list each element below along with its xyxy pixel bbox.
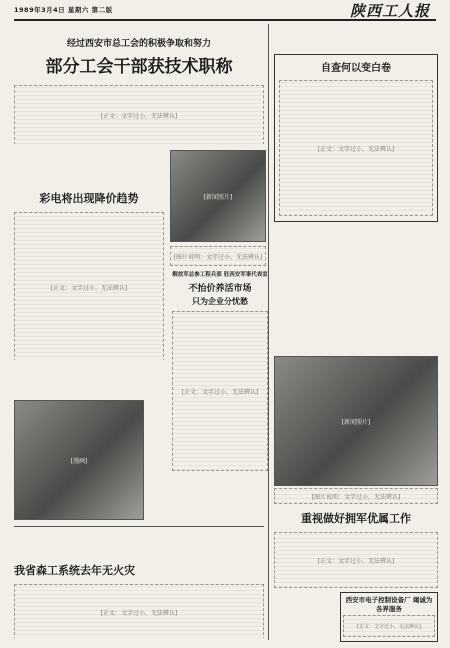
nameplate: 陕西工人报 <box>349 2 430 20</box>
date-line: 1989年3月4日 星期六 第二版 <box>14 6 113 14</box>
tv-price-article <box>14 150 164 360</box>
advertisement-body: [正文：文字过小，无法辨认] <box>343 615 435 637</box>
photo-right-caption: [图片说明：文字过小，无法辨认] <box>274 488 438 504</box>
photo-top-caption: [图片说明：文字过小，无法辨认] <box>170 246 266 266</box>
procurement-article <box>172 270 268 480</box>
advertisement-headline: 西安市电子控制设备厂 竭诚为各界服务 <box>345 596 433 613</box>
column-heading: 自查何以变白卷 <box>321 63 391 74</box>
news-photo-top: [新闻照片] <box>170 150 266 242</box>
procurement-body: [正文：文字过小，无法辨认] <box>172 311 268 471</box>
army-support-headline: 重视做好拥军优属工作 <box>301 512 411 525</box>
army-support-article <box>274 508 438 588</box>
lead-kicker: 经过西安市总工会的积极争取和努力 <box>66 39 211 49</box>
forestry-article <box>14 530 264 638</box>
section-rule <box>14 526 264 527</box>
procurement-subhead: 只为企业分忧愁 <box>192 297 248 306</box>
procurement-headline: 不抬价养活市场 <box>188 284 252 294</box>
army-support-body: [正文：文字过小，无法辨认] <box>274 532 438 588</box>
procurement-kicker: 解放军总参工程兵部 驻西安军事代表室 <box>172 272 268 278</box>
forestry-body: [正文：文字过小，无法辨认] <box>14 584 264 638</box>
column-box <box>274 54 438 222</box>
cartoon: [漫画] <box>14 400 144 520</box>
masthead <box>14 2 436 21</box>
column-body: [正文：文字过小，无法辨认] <box>279 80 433 216</box>
lead-headline: 部分工会干部获技术职称 <box>45 57 233 77</box>
news-photo-right: [新闻照片] <box>274 356 438 486</box>
tv-price-body: [正文：文字过小，无法辨认] <box>14 212 164 360</box>
advertisement <box>340 592 438 642</box>
forestry-headline: 我省森工系统去年无火灾 <box>14 564 135 577</box>
column-rule <box>268 24 269 640</box>
lead-article <box>14 22 264 144</box>
tv-price-headline: 彩电将出现降价趋势 <box>39 192 139 205</box>
lead-body: [正文：文字过小，无法辨认] <box>14 85 264 144</box>
